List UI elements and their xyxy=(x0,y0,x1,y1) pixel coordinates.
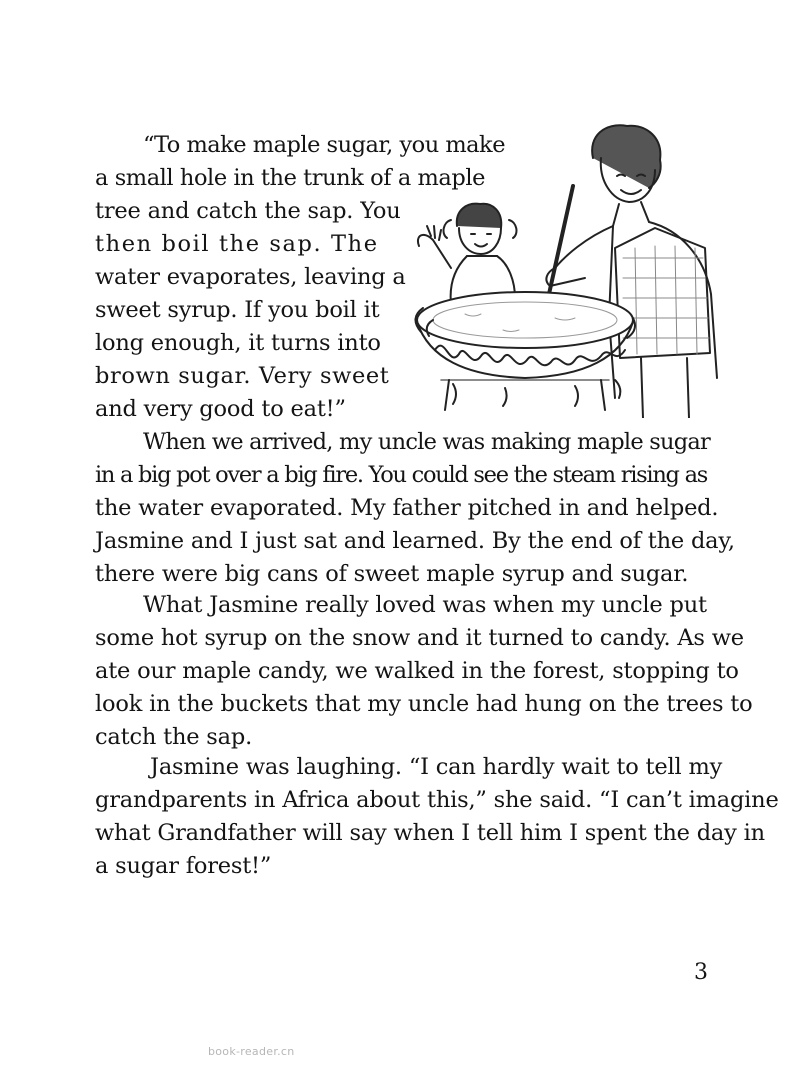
text-line: “To make maple sugar, you make xyxy=(143,132,505,158)
text-line: some hot syrup on the snow and it turned to candy. As we xyxy=(95,625,744,651)
text-line: What Jasmine really loved was when my uncle put xyxy=(143,592,707,618)
text-line: ate our maple candy, we walked in the forest, stopping to xyxy=(95,658,739,684)
text-line: a small hole in the trunk of a maple xyxy=(95,165,485,191)
text-line: the water evaporated. My father pitched in and helped. xyxy=(95,495,719,521)
text-line: brown sugar. Very sweet xyxy=(95,363,390,389)
text-line: there were big cans of sweet maple syrup and sugar. xyxy=(95,561,689,587)
page-number: 3 xyxy=(694,960,708,985)
jasmine-figure xyxy=(418,204,517,304)
text-line: a sugar forest!” xyxy=(95,853,272,879)
text-line: long enough, it turns into xyxy=(95,330,381,356)
text-line: then boil the sap. The xyxy=(95,231,379,257)
text-line: look in the buckets that my uncle had hung on the trees to xyxy=(95,691,753,717)
text-line: Jasmine was laughing. “I can hardly wait to tell my xyxy=(150,754,723,780)
text-line: and very good to eat!” xyxy=(95,396,346,422)
uncle-figure xyxy=(546,125,717,418)
text-line: Jasmine and I just sat and learned. By the end of the day, xyxy=(95,528,735,554)
text-line: grandparents in Africa about this,” she said. “I can’t imagine xyxy=(95,787,779,813)
watermark: book-reader.cn xyxy=(208,1045,295,1058)
text-line: catch the sap. xyxy=(95,724,253,750)
text-line: in a big pot over a big fire. You could see the steam rising as xyxy=(95,462,707,488)
text-line: sweet syrup. If you boil it xyxy=(95,297,380,323)
maple-sugar-illustration xyxy=(405,118,725,418)
pot xyxy=(417,292,633,378)
text-line: When we arrived, my uncle was making maple sugar xyxy=(143,429,710,455)
text-line: what Grandfather will say when I tell him I spent the day in xyxy=(95,820,765,846)
text-line: water evaporates, leaving a xyxy=(95,264,406,290)
text-line: tree and catch the sap. You xyxy=(95,198,401,224)
